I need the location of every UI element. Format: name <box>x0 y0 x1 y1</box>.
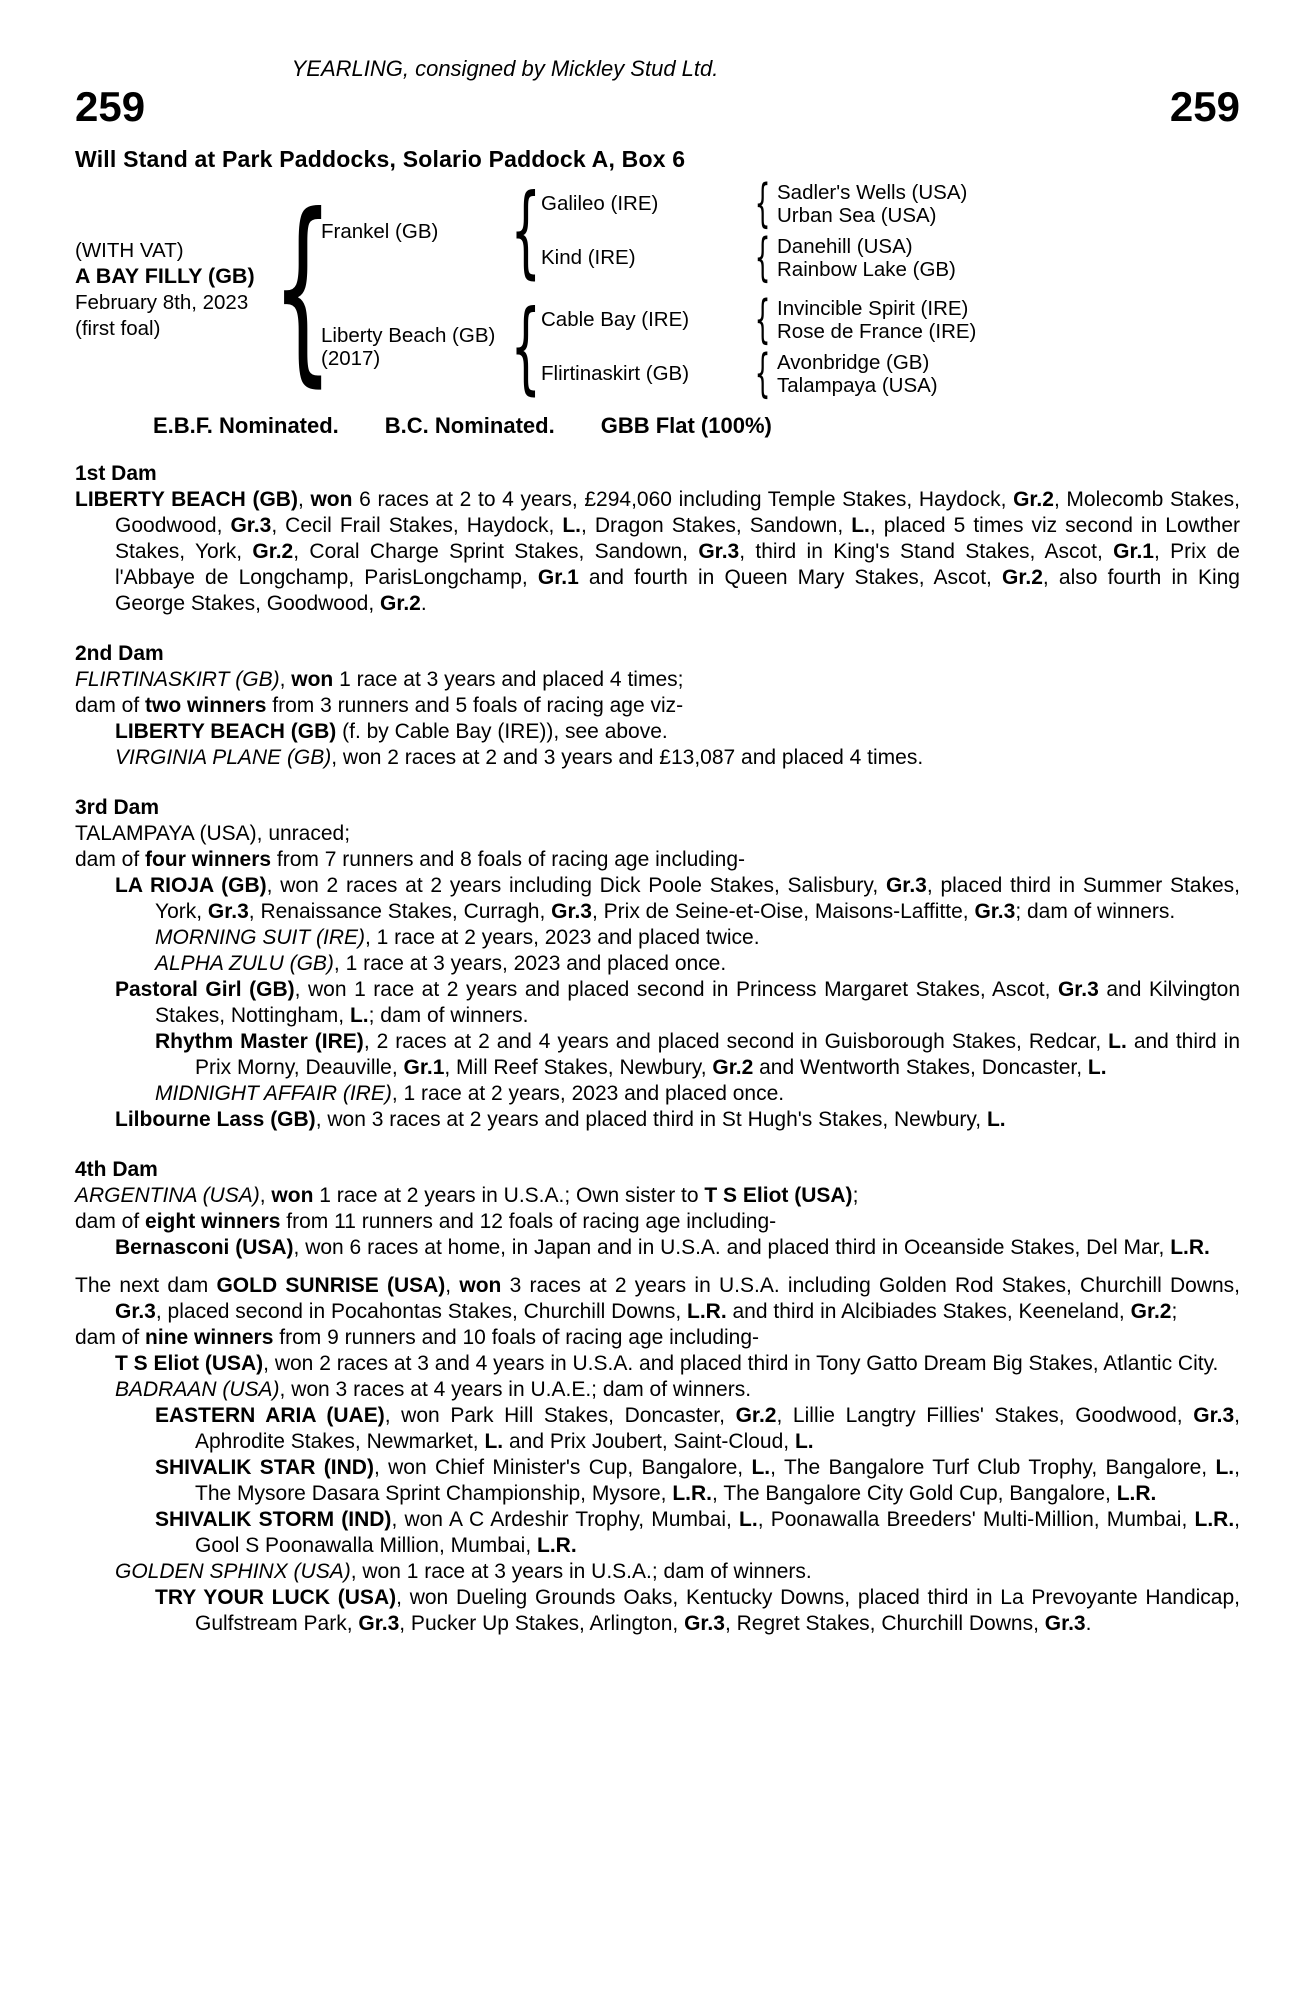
great-grandparents <box>777 235 956 281</box>
section-heading: 2nd Dam <box>75 642 164 665</box>
pedigree-paragraph: dam of eight winners from 11 runners and 12 foals of racing age including- <box>75 1210 777 1233</box>
pedigree-paragraph: Pastoral Girl (GB), won 1 race at 2 years and placed second in Princess Margaret Stakes, Ascot, Gr.3 and Kilvington Stakes, Nottingham, L.; dam of winners. <box>115 978 1241 1027</box>
consignor-line: YEARLING, consigned by Mickley Stud Ltd. <box>291 56 719 81</box>
gg-name: Danehill (USA) <box>777 235 913 258</box>
pedigree-brace-icon <box>511 297 541 397</box>
pedigree-paragraph: SHIVALIK STORM (IND), won A C Ardeshir Trophy, Mumbai, L., Poonawalla Breeders' Multi-Million, Mumbai, L.R., Gool S Poonawalla Million, Mumbai, L.R. <box>155 1508 1241 1557</box>
vat-note: (WITH VAT) <box>75 238 184 262</box>
pedigree-paragraph: GOLDEN SPHINX (USA), won 1 race at 3 years in U.S.A.; dam of winners. <box>115 1560 812 1583</box>
lot-number-right: 259 <box>1169 83 1240 130</box>
nomination-bc: B.C. Nominated. <box>384 413 555 438</box>
catalog-body <box>75 461 1240 1649</box>
pedigree-paragraph: EASTERN ARIA (UAE), won Park Hill Stakes, Doncaster, Gr.2, Lillie Langtry Fillies' Stakes, Goodwood, Gr.3, Aphrodite Stakes, Newmarket, L. and Prix Joubert, Saint-Cloud, L. <box>155 1404 1240 1453</box>
nominations-row <box>153 413 1240 439</box>
subject-foaled: February 8th, 2023 <box>75 290 249 314</box>
pedigree-paragraph: Lilbourne Lass (GB), won 3 races at 2 years and placed third in St Hugh's Stakes, Newbury, L. <box>115 1108 1006 1131</box>
section-heading: 1st Dam <box>75 462 157 485</box>
pedigree-paragraph: MIDNIGHT AFFAIR (IRE), 1 race at 2 years, 2023 and placed once. <box>155 1082 785 1105</box>
lot-number-row <box>75 83 1240 130</box>
pedigree-brace-icon <box>749 297 777 343</box>
pedigree-sire-half <box>321 181 1240 281</box>
pedigree-paragraph: ARGENTINA (USA), won 1 race at 2 years in U.S.A.; Own sister to T S Eliot (USA); <box>75 1184 859 1207</box>
pedigree-parents <box>321 181 1240 397</box>
sire-cell <box>321 181 511 281</box>
pedigree-paragraph: T S Eliot (USA), won 2 races at 3 and 4 years in U.S.A. and placed third in Tony Gatto Dream Big Stakes, Atlantic City. <box>115 1352 1219 1375</box>
pedigree-paragraph: LA RIOJA (GB), won 2 races at 2 years including Dick Poole Stakes, Salisbury, Gr.3, placed third in Summer Stakes, York, Gr.3, Renaissance Stakes, Curragh, Gr.3, Prix de Seine-et-Oise, Maisons-Laffitte, Gr.3; dam of winners. <box>115 874 1240 923</box>
great-grandparents <box>777 351 938 397</box>
pedigree-paragraph: Rhythm Master (IRE), 2 races at 2 and 4 years and placed second in Guisborough Stakes, Redcar, L. and third in Prix Morny, Deauville, Gr.1, Mill Reef Stakes, Newbury, Gr.2 and Wentworth Stakes, Doncaster, L. <box>155 1030 1240 1079</box>
grandparent-group <box>541 235 1240 281</box>
pedigree-paragraph: dam of nine winners from 9 runners and 10 foals of racing age including- <box>75 1326 760 1349</box>
nomination-ebf: E.B.F. Nominated. <box>153 413 339 438</box>
pedigree-paragraph: MORNING SUIT (IRE), 1 race at 2 years, 2023 and placed twice. <box>155 926 760 949</box>
subject-note: (first foal) <box>75 316 161 340</box>
pedigree-brace-icon <box>749 181 777 227</box>
sire-dam-name: Kind (IRE) <box>541 246 636 269</box>
pedigree-paragraph: LIBERTY BEACH (GB) (f. by Cable Bay (IRE)), see above. <box>115 720 668 743</box>
pedigree-brace-icon <box>511 181 541 281</box>
pedigree-paragraph: FLIRTINASKIRT (GB), won 1 race at 3 years and placed 4 times; <box>75 668 684 691</box>
dam-dam-name: Flirtinaskirt (GB) <box>541 362 690 385</box>
pedigree-paragraph: VIRGINIA PLANE (GB), won 2 races at 2 and 3 years and £13,087 and placed 4 times. <box>115 746 924 769</box>
pedigree-brace-icon <box>749 351 777 397</box>
pedigree-paragraph: SHIVALIK STAR (IND), won Chief Minister's Cup, Bangalore, L., The Bangalore Turf Club Trophy, Bangalore, L., The Mysore Dasara Sprint Championship, Mysore, L.R., The Bangalore City Gold Cup, Bangalore, L.R. <box>155 1456 1240 1505</box>
great-grandparents <box>777 297 976 343</box>
dam-name: Liberty Beach (GB) <box>321 324 496 347</box>
pedigree-paragraph: BADRAAN (USA), won 3 races at 4 years in U.A.E.; dam of winners. <box>115 1378 752 1401</box>
sire-sire-name: Galileo (IRE) <box>541 192 659 215</box>
gg-name: Rose de France (IRE) <box>777 320 977 343</box>
dam-grandparents <box>541 297 1240 397</box>
dam-sire-name: Cable Bay (IRE) <box>541 308 690 331</box>
pedigree-subject <box>75 181 285 397</box>
pedigree-paragraph: Bernasconi (USA), won 6 races at home, in Japan and in U.S.A. and placed third in Oceanside Stakes, Del Mar, L.R. <box>115 1236 1210 1259</box>
gg-name: Talampaya (USA) <box>777 374 938 397</box>
gg-name: Sadler's Wells (USA) <box>777 181 968 204</box>
pedigree-brace-icon <box>749 235 777 281</box>
sire-name: Frankel (GB) <box>321 219 439 243</box>
pedigree-tree <box>75 181 1240 397</box>
gg-name: Avonbridge (GB) <box>777 351 930 374</box>
pedigree-paragraph: dam of four winners from 7 runners and 8 foals of racing age including- <box>75 848 745 871</box>
nomination-gbb: GBB Flat (100%) <box>600 413 772 438</box>
section-heading: 3rd Dam <box>75 796 160 819</box>
pedigree-paragraph: TALAMPAYA (USA), unraced; <box>75 822 351 845</box>
pedigree-dam-half <box>321 297 1240 397</box>
pedigree-paragraph: LIBERTY BEACH (GB), won 6 races at 2 to 4 years, £294,060 including Temple Stakes, Haydock, Gr.2, Molecomb Stakes, Goodwood, Gr.3, Cecil Frail Stakes, Haydock, L., Dragon Stakes, Sandown, L., placed 5 times viz second in Lowther Stakes, York, Gr.2, Coral Charge Sprint Stakes, Sandown, Gr.3, third in King's Stand Stakes, Ascot, Gr.1, Prix de l'Abbaye de Longchamp, ParisLongchamp, Gr.1 and fourth in Queen Mary Stakes, Ascot, Gr.2, also fourth in King George Stakes, Goodwood, Gr.2. <box>75 488 1241 615</box>
grandparent-group <box>541 351 1240 397</box>
sire-grandparents <box>541 181 1240 281</box>
pedigree-paragraph: dam of two winners from 3 runners and 5 foals of racing age viz- <box>75 694 684 717</box>
stand-line: Will Stand at Park Paddocks, Solario Paddock A, Box 6 <box>75 146 686 172</box>
pedigree-paragraph: The next dam GOLD SUNRISE (USA), won 3 races at 2 years in U.S.A. including Golden Rod Stakes, Churchill Downs, Gr.3, placed second in Pocahontas Stakes, Churchill Downs, L.R. and third in Alcibiades Stakes, Keeneland, Gr.2; <box>75 1274 1241 1323</box>
pedigree-brace-icon <box>285 181 321 397</box>
section-heading: 4th Dam <box>75 1158 158 1181</box>
gg-name: Rainbow Lake (GB) <box>777 258 956 281</box>
subject-name: A BAY FILLY (GB) <box>75 263 255 288</box>
dam-year: (2017) <box>321 347 381 370</box>
dam-cell <box>321 297 511 397</box>
pedigree-paragraph: ALPHA ZULU (GB), 1 race at 3 years, 2023 and placed once. <box>155 952 727 975</box>
grandparent-group <box>541 297 1240 343</box>
grandparent-group <box>541 181 1240 227</box>
pedigree-paragraph: TRY YOUR LUCK (USA), won Dueling Grounds Oaks, Kentucky Downs, placed third in La Prevoyante Handicap, Gulfstream Park, Gr.3, Pucker Up Stakes, Arlington, Gr.3, Regret Stakes, Churchill Downs, Gr.3. <box>155 1586 1240 1635</box>
lot-number-left: 259 <box>75 83 146 130</box>
gg-name: Urban Sea (USA) <box>777 204 937 227</box>
gg-name: Invincible Spirit (IRE) <box>777 297 969 320</box>
great-grandparents <box>777 181 967 227</box>
